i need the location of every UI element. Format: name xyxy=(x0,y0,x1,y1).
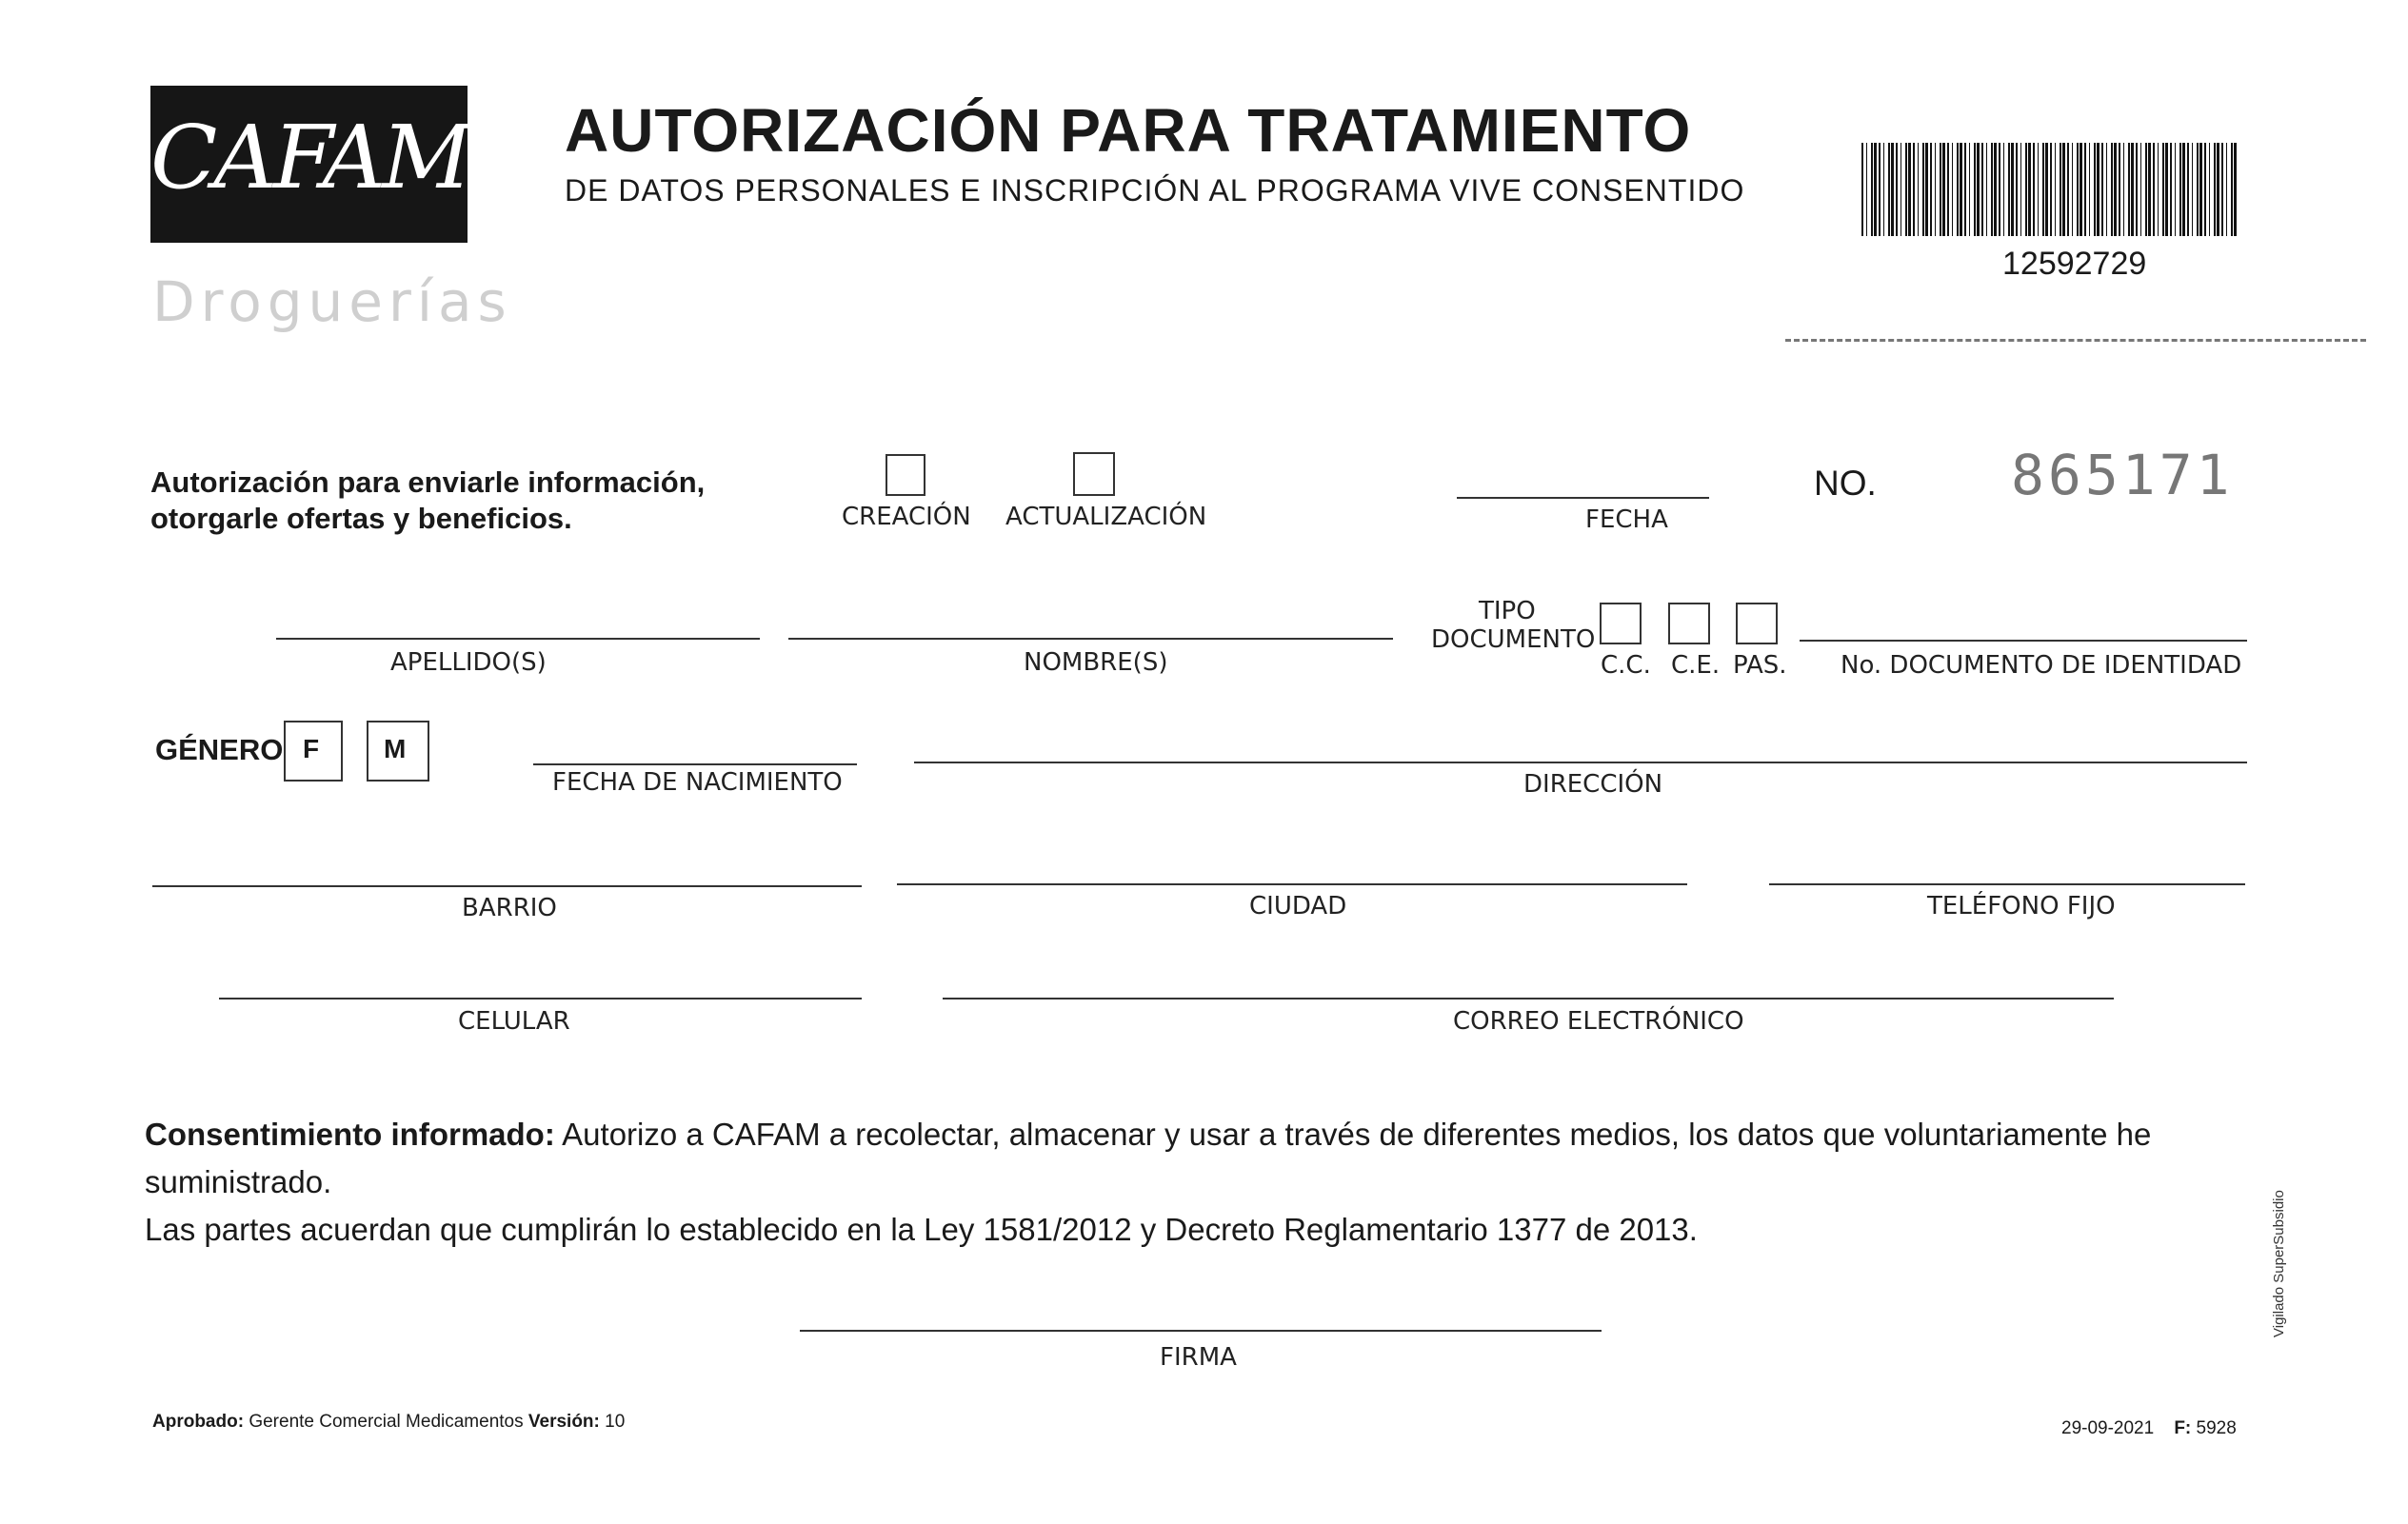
apellidos-label: APELLIDO(S) xyxy=(390,648,547,677)
footer-date-code xyxy=(2061,1418,2237,1439)
barcode-bar xyxy=(2062,143,2065,236)
barcode-bar xyxy=(2020,143,2021,236)
barcode-bar xyxy=(2197,143,2199,236)
barcode-bar xyxy=(2175,143,2176,236)
correo-field[interactable] xyxy=(943,998,2114,1000)
barcode-bar xyxy=(2008,143,2010,236)
document-subtitle: DE DATOS PERSONALES E INSCRIPCIÓN AL PROGRAMA VIVE CONSENTIDO xyxy=(565,173,1745,208)
creacion-label: CREACIÓN xyxy=(842,503,971,531)
telefono-field[interactable] xyxy=(1769,883,2245,885)
fecha-nacimiento-field[interactable] xyxy=(533,763,857,765)
fecha-field[interactable] xyxy=(1457,497,1709,499)
ce-checkbox[interactable] xyxy=(1668,603,1710,644)
firma-field[interactable] xyxy=(800,1330,1602,1332)
barcode-bar xyxy=(2080,143,2082,236)
barcode-bar xyxy=(1994,143,1997,236)
barcode-bar xyxy=(1942,143,1945,236)
barcode-bar xyxy=(2072,143,2073,236)
barcode-bar xyxy=(1935,143,1936,236)
barcode-bar xyxy=(2055,143,2056,236)
barcode-bar xyxy=(1896,143,1898,236)
consent-label: Consentimiento informado: xyxy=(145,1117,555,1152)
barcode-bar xyxy=(1905,143,1907,236)
barcode-bar xyxy=(2214,143,2216,236)
barcode-bar xyxy=(2089,143,2090,236)
barcode-bar xyxy=(2045,143,2048,236)
barcode-bar xyxy=(1918,143,1919,236)
form-number-value: 865171 xyxy=(2011,443,2234,507)
ce-label: C.E. xyxy=(1671,651,1721,680)
barcode-bar xyxy=(2192,143,2193,236)
documento-numero-field[interactable] xyxy=(1800,640,2247,642)
barcode-bar xyxy=(2077,143,2079,236)
direccion-label: DIRECCIÓN xyxy=(1523,770,1663,799)
barcode-bar xyxy=(2158,143,2159,236)
aprobado-label: Aprobado: xyxy=(152,1412,245,1432)
apellidos-field[interactable] xyxy=(276,638,760,640)
barrio-label: BARRIO xyxy=(462,894,557,922)
barcode-bar xyxy=(1957,143,1959,236)
cc-checkbox[interactable] xyxy=(1600,603,1642,644)
barcode-bar xyxy=(2179,143,2181,236)
side-vigilado-text: Vigilado SuperSubsidio xyxy=(2271,1190,2287,1337)
pas-checkbox[interactable] xyxy=(1736,603,1778,644)
barcode xyxy=(1861,143,2238,236)
barcode-bar xyxy=(2111,143,2113,236)
consent-text-1: Autorizo a CAFAM a recolectar, almacenar y usar a través de diferentes medios, los datos que voluntariamente he suministrado. xyxy=(145,1117,2152,1199)
barcode-bar xyxy=(1981,143,1983,236)
barcode-bar xyxy=(1913,143,1915,236)
footer-approval xyxy=(152,1412,625,1433)
barcode-bar xyxy=(2217,143,2219,236)
genero-m-label: M xyxy=(384,734,407,763)
barcode-bar xyxy=(2131,143,2134,236)
barcode-bar xyxy=(2170,143,2172,236)
barcode-bar xyxy=(1969,143,1970,236)
barcode-bar xyxy=(2094,143,2096,236)
barcode-bar xyxy=(2025,143,2027,236)
barcode-bar xyxy=(2028,143,2031,236)
consent-line-2: Las partes acuerdan que cumplirán lo establecido en la Ley 1581/2012 y Decreto Reglamentario 1377 de 2013. xyxy=(145,1212,1698,1247)
barcode-bar xyxy=(2128,143,2130,236)
barcode-bar xyxy=(2060,143,2061,236)
barcode-bar xyxy=(1930,143,1932,236)
barcode-bar xyxy=(2101,143,2103,236)
creacion-checkbox[interactable] xyxy=(886,454,925,496)
barcode-bar xyxy=(2140,143,2141,236)
barcode-bar xyxy=(2209,143,2210,236)
barcode-bar xyxy=(2016,143,2018,236)
footer-f-value: 5928 xyxy=(2191,1418,2237,1438)
barcode-bar xyxy=(1974,143,1976,236)
document-title: AUTORIZACIÓN PARA TRATAMIENTO xyxy=(565,96,1692,165)
consent-paragraph xyxy=(145,1111,2268,1254)
barcode-bar xyxy=(1952,143,1953,236)
version-label: Versión: xyxy=(527,1412,600,1432)
barcode-bar xyxy=(2162,143,2164,236)
form-number-label: NO. xyxy=(1814,464,1877,503)
cut-line xyxy=(1785,339,2366,342)
version-value: 10 xyxy=(599,1412,626,1432)
barcode-bar xyxy=(1891,143,1894,236)
actualizacion-label: ACTUALIZACIÓN xyxy=(1005,503,1207,531)
authorization-line-1: Autorización para enviarle información, xyxy=(150,465,706,499)
barcode-bar xyxy=(2123,143,2124,236)
barcode-bar xyxy=(1908,143,1911,236)
barcode-bar xyxy=(2042,143,2044,236)
nombres-label: NOMBRE(S) xyxy=(1024,648,1168,677)
barcode-bar xyxy=(2033,143,2035,236)
barcode-bar xyxy=(1866,143,1867,236)
barcode-bar xyxy=(1991,143,1993,236)
footer-date: 29-09-2021 xyxy=(2061,1418,2155,1438)
genero-label: GÉNERO xyxy=(155,733,284,766)
barcode-bar xyxy=(1925,143,1928,236)
barcode-bar xyxy=(1861,143,1863,236)
barcode-bar xyxy=(2148,143,2151,236)
documento-label: DOCUMENTO xyxy=(1431,625,1596,654)
barcode-bar xyxy=(2084,143,2086,236)
authorization-line-2: otorgarle ofertas y beneficios. xyxy=(150,502,572,535)
barcode-bar xyxy=(2038,143,2039,236)
barcode-bar xyxy=(2050,143,2052,236)
direccion-field[interactable] xyxy=(914,762,2247,763)
barcode-bar xyxy=(2187,143,2189,236)
barcode-bar xyxy=(2234,143,2237,236)
barcode-bar xyxy=(2106,143,2107,236)
actualizacion-checkbox[interactable] xyxy=(1073,452,1115,496)
logo-subbrand: Droguerías xyxy=(152,269,512,334)
tipo-label: TIPO xyxy=(1479,597,1536,625)
barcode-bar xyxy=(2145,143,2147,236)
fecha-label: FECHA xyxy=(1585,505,1668,534)
nombres-field[interactable] xyxy=(788,638,1393,640)
barcode-bar xyxy=(2067,143,2069,236)
barcode-bar xyxy=(2165,143,2168,236)
barcode-number: 12592729 xyxy=(2002,246,2147,282)
barcode-bar xyxy=(1977,143,1980,236)
barcode-bar xyxy=(2114,143,2117,236)
barcode-bar xyxy=(1871,143,1873,236)
barcode-bar xyxy=(2119,143,2120,236)
documento-numero-label: No. DOCUMENTO DE IDENTIDAD xyxy=(1841,651,2242,680)
barcode-bar xyxy=(1964,143,1966,236)
logo-brand-text: CAFAM xyxy=(150,107,468,208)
barcode-bar xyxy=(2182,143,2185,236)
barcode-bar xyxy=(1883,143,1884,236)
cafam-logo xyxy=(150,86,468,243)
genero-f-label: F xyxy=(303,734,320,763)
barcode-bar xyxy=(2226,143,2227,236)
barcode-bar xyxy=(1947,143,1949,236)
barcode-bar xyxy=(1999,143,2000,236)
barcode-bar xyxy=(2136,143,2138,236)
footer-f-label: F: xyxy=(2174,1418,2192,1438)
barcode-bar xyxy=(1960,143,1962,236)
pas-label: PAS. xyxy=(1733,651,1787,680)
barcode-bar xyxy=(1940,143,1941,236)
barcode-bar xyxy=(2231,143,2233,236)
fecha-nacimiento-label: FECHA DE NACIMIENTO xyxy=(552,768,843,797)
barcode-bar xyxy=(1986,143,1987,236)
barcode-bar xyxy=(2204,143,2206,236)
cc-label: C.C. xyxy=(1601,651,1651,680)
aprobado-value: Gerente Comercial Medicamentos xyxy=(244,1412,528,1432)
barcode-bar xyxy=(2153,143,2155,236)
barcode-bar xyxy=(2003,143,2004,236)
barcode-bar xyxy=(2221,143,2223,236)
consent-line-1 xyxy=(145,1111,2268,1206)
authorization-heading xyxy=(150,465,705,537)
correo-label: CORREO ELECTRÓNICO xyxy=(1453,1007,1744,1036)
barcode-bar xyxy=(1888,143,1890,236)
ciudad-field[interactable] xyxy=(897,883,1687,885)
barcode-bar xyxy=(1922,143,1924,236)
barcode-bar xyxy=(2011,143,2014,236)
barrio-field[interactable] xyxy=(152,885,862,887)
celular-field[interactable] xyxy=(219,998,862,1000)
barcode-bar xyxy=(1879,143,1881,236)
barcode-bar xyxy=(1874,143,1877,236)
ciudad-label: CIUDAD xyxy=(1249,892,1347,920)
firma-label: FIRMA xyxy=(1160,1343,1237,1372)
barcode-bar xyxy=(2097,143,2100,236)
telefono-label: TELÉFONO FIJO xyxy=(1927,892,2116,920)
barcode-bar xyxy=(2199,143,2202,236)
celular-label: CELULAR xyxy=(458,1007,570,1036)
